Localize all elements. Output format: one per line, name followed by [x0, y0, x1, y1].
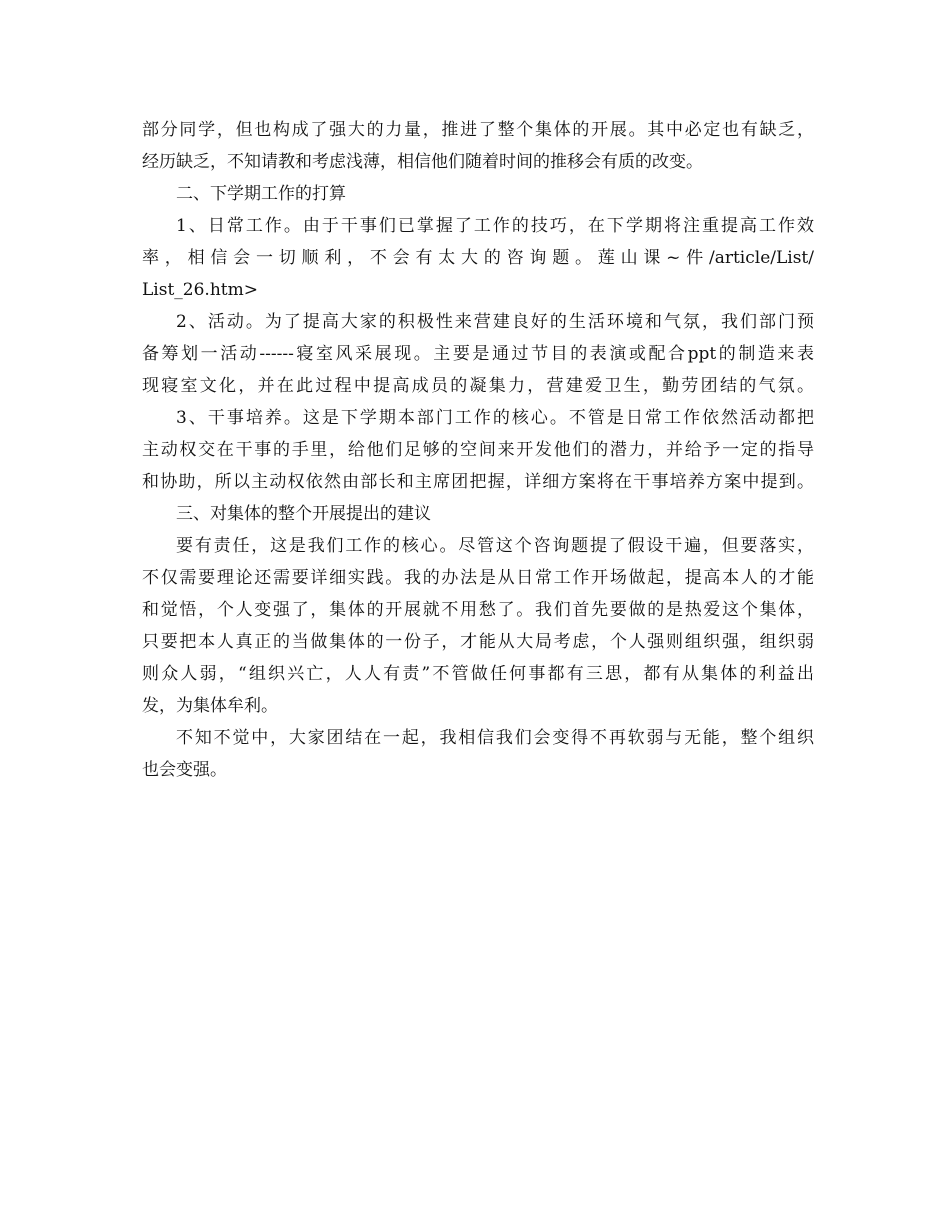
text-line: 只要把本人真正的当做集体的一份子，才能从大局考虑，个人强则组织强，组织弱: [142, 632, 814, 652]
text-line: 和觉悟，个人变强了，集体的开展就不用愁了。我们首先要做的是热爱这个集体，: [142, 600, 814, 620]
text-line: 发，为集体牟利。: [142, 696, 278, 716]
section-heading: 二、下学期工作的打算: [176, 184, 346, 204]
section-heading: 三、对集体的整个开展提出的建议: [176, 504, 431, 524]
text-line: 经历缺乏，不知请教和考虑浅薄，相信他们随着时间的推移会有质的改变。: [142, 152, 703, 172]
text-line: List_26.htm>: [142, 280, 258, 300]
text-line: 备筹划一活动------寝室风采展现。主要是通过节目的表演或配合ppt的制造来表: [142, 344, 814, 364]
text-line: 主动权交在干事的手里，给他们足够的空间来开发他们的潜力，并给予一定的指导: [142, 440, 814, 460]
text-line: 和协助，所以主动权依然由部长和主席团把握，详细方案将在干事培养方案中提到。: [142, 472, 814, 492]
text-line: 2、活动。为了提高大家的积极性来营建良好的生活环境和气氛，我们部门预: [176, 312, 814, 332]
document-body: [142, 114, 814, 786]
text-line: 1、日常工作。由于干事们已掌握了工作的技巧，在下学期将注重提高工作效: [176, 216, 814, 236]
text-line: 部分同学，但也构成了强大的力量，推进了整个集体的开展。其中必定也有缺乏，: [142, 120, 814, 140]
text-line: 要有责任，这是我们工作的核心。尽管这个咨询题提了假设干遍，但要落实，: [176, 536, 814, 556]
text-line: 则众人弱，“组织兴亡，人人有责”不管做任何事都有三思，都有从集体的利益出: [142, 664, 814, 684]
text-line: 3、干事培养。这是下学期本部门工作的核心。不管是日常工作依然活动都把: [176, 408, 814, 428]
text-line: 也会变强。: [142, 760, 227, 780]
text-line: 现寝室文化，并在此过程中提高成员的凝集力，营建爱卫生，勤劳团结的气氛。: [142, 376, 814, 396]
text-line: 率，相信会一切顺利，不会有太大的咨询题。莲山课~件/article/List/: [142, 248, 814, 268]
text-line: 不仅需要理论还需要详细实践。我的办法是从日常工作开场做起，提高本人的才能: [142, 568, 814, 588]
text-line: 不知不觉中，大家团结在一起，我相信我们会变得不再软弱与无能，整个组织: [176, 728, 814, 748]
